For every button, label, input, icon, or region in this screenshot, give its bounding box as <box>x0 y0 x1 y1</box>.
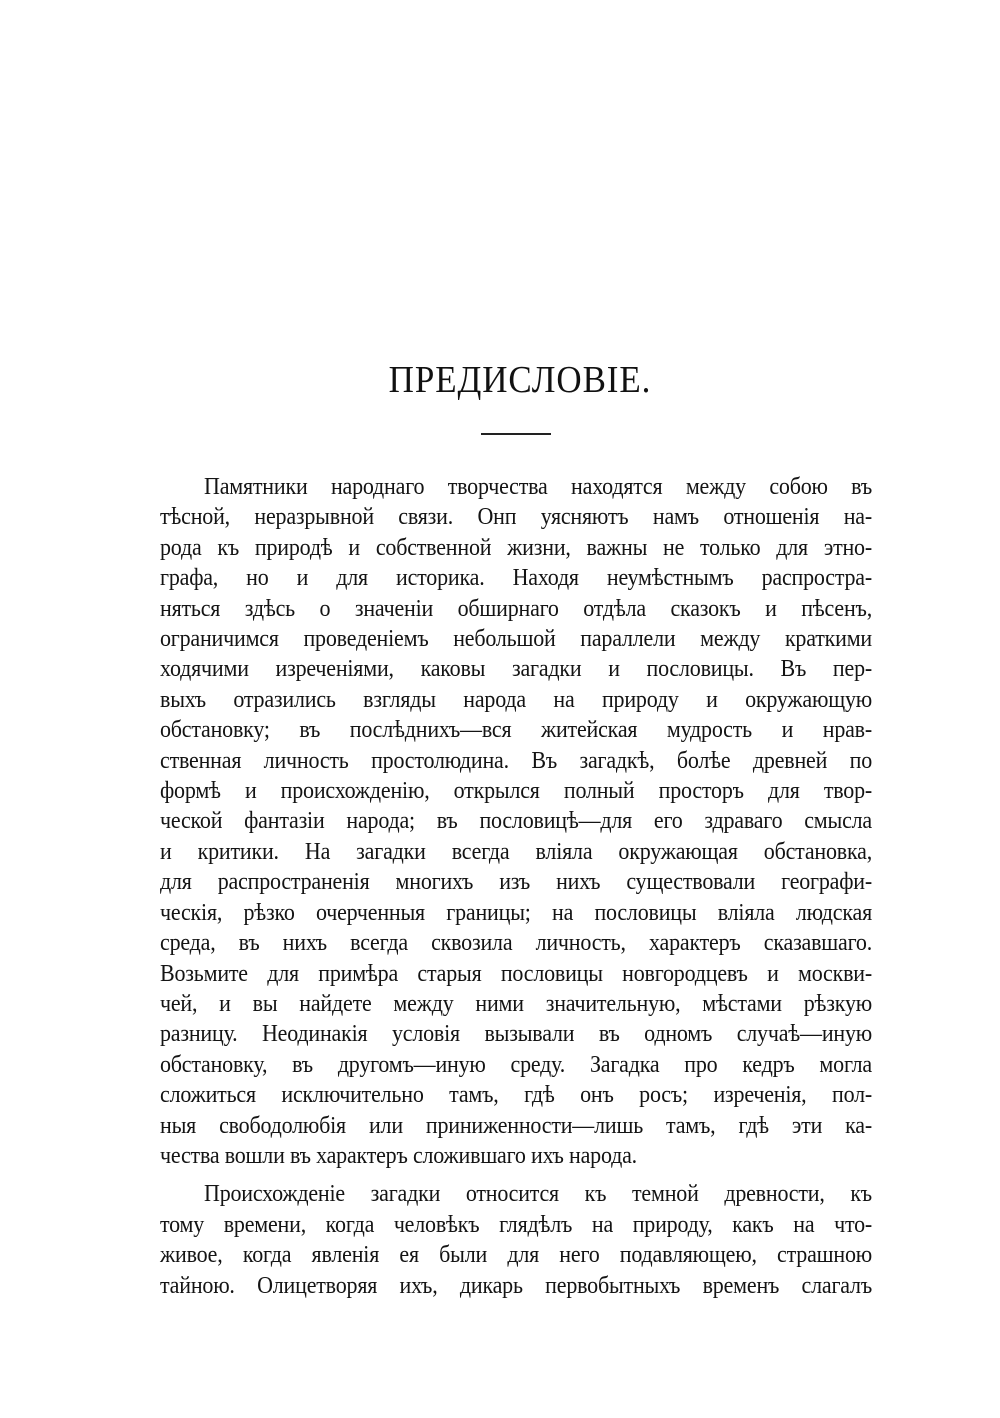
text-line: формѣ и происхожденію, открылся полный просторъ для твор- <box>160 775 872 804</box>
text-line: тайною. Олицетворяя ихъ, дикарь первобытныхъ временъ слагалъ <box>160 1269 872 1298</box>
text-line: ограничимся проведеніемъ небольшой параллели между краткими <box>160 623 872 652</box>
text-line: ходячими изреченіями, каковы загадки и пословицы. Въ пер- <box>160 653 872 682</box>
text-line: ныя свободолюбія или приниженности—лишь тамъ, гдѣ эти ка- <box>160 1109 872 1138</box>
body-text <box>160 471 872 1300</box>
text-line: Происхожденіе загадки относится къ темной древности, къ <box>204 1178 872 1207</box>
text-line: тому времени, когда человѣкъ глядѣлъ на природу, какъ на что- <box>160 1209 872 1238</box>
paragraph <box>160 471 872 1170</box>
page-title: ПРЕДИСЛОВІЕ. <box>388 359 652 401</box>
text-line: выхъ отразились взгляды народа на природу и окружающую <box>160 684 872 713</box>
text-line: няться здѣсь о значеніи обширнаго отдѣла сказокъ и пѣсенъ, <box>160 593 872 622</box>
text-line: и критики. На загадки всегда вліяла окружающая обстановка, <box>160 836 872 865</box>
text-line: для распространенія многихъ изъ нихъ существовали географи- <box>160 866 872 895</box>
text-line: чей, и вы найдете между ними значительную, мѣстами рѣзкую <box>160 988 872 1017</box>
paragraph <box>160 1178 872 1300</box>
text-line: ческой фантазіи народа; въ пословицѣ—для его здраваго смысла <box>160 805 872 834</box>
text-line: живое, когда явленія ея были для него подавляющею, страшною <box>160 1239 872 1268</box>
text-line: графа, но и для историка. Находя неумѣстнымъ распростра- <box>160 562 872 591</box>
text-line: сложиться исключительно тамъ, гдѣ онъ росъ; изреченія, пол- <box>160 1079 872 1108</box>
text-line: Памятники народнаго творчества находятся между собою въ <box>204 471 872 500</box>
text-line: обстановку, въ другомъ—иную среду. Загадка про кедръ могла <box>160 1049 872 1078</box>
text-line: чества вошли въ характеръ сложившаго ихъ народа. <box>160 1140 637 1169</box>
text-line: ственная личность простолюдина. Въ загадкѣ, болѣе древней по <box>160 745 872 774</box>
text-line: среда, въ нихъ всегда сквозила личность, характеръ сказавшаго. <box>160 927 872 956</box>
text-line: разницу. Неодинакія условія вызывали въ одномъ случаѣ—иную <box>160 1018 872 1047</box>
text-line: обстановку; въ послѣднихъ—вся житейская мудрость и нрав- <box>160 714 872 743</box>
text-line: ческія, рѣзко очерченныя границы; на пословицы вліяла людская <box>160 897 872 926</box>
text-line: Возьмите для примѣра старыя пословицы новгородцевъ и москви- <box>160 957 872 986</box>
text-line: рода къ природѣ и собственной жизни, важны не только для этно- <box>160 532 872 561</box>
title-divider <box>481 433 551 435</box>
text-line: тѣсной, неразрывной связи. Онп уясняютъ намъ отношенія на- <box>160 501 872 530</box>
